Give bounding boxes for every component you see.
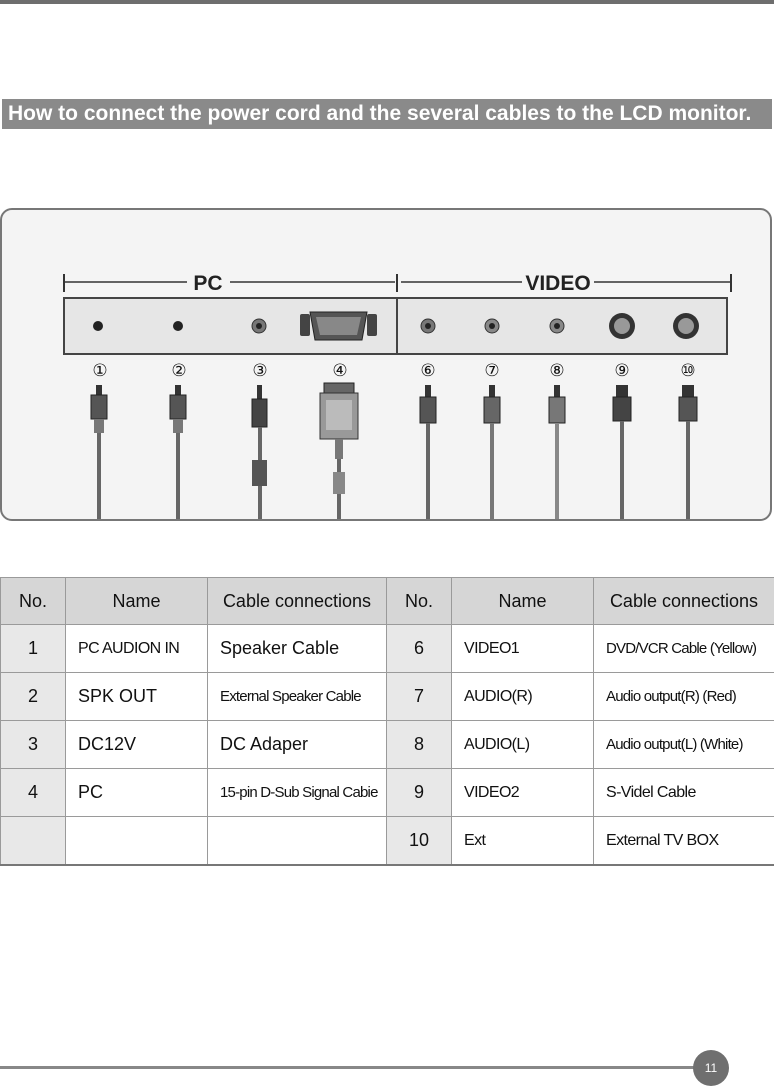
row-number: 2 (1, 673, 66, 721)
table-row (1, 721, 774, 769)
marker-3: ③ (252, 361, 268, 381)
row-number: 3 (1, 721, 66, 769)
port-name: VIDEO2 (452, 769, 594, 817)
marker-2: ② (171, 361, 187, 381)
spk-out-jack-icon (173, 321, 183, 331)
port-name (66, 817, 208, 866)
ext-plug-icon (679, 385, 697, 521)
marker-6: ⑥ (420, 361, 436, 381)
page-number: 11 (693, 1050, 729, 1086)
cable-connection: Audio output(L) (White) (594, 721, 774, 769)
cable-connection: Speaker Cable (208, 625, 387, 673)
marker-4: ④ (332, 361, 348, 381)
port-name: AUDIO(R) (452, 673, 594, 721)
marker-10: ⑩ (680, 361, 696, 381)
rca-plug-2-icon (170, 385, 186, 521)
port-name: Ext (452, 817, 594, 866)
column-header-no: No. (1, 578, 66, 625)
table-row (1, 817, 774, 866)
rca-plug-1-icon (91, 385, 107, 521)
pc-section-label: PC (193, 272, 223, 295)
table-row (1, 673, 774, 721)
marker-7: ⑦ (484, 361, 500, 381)
column-header-name: Name (66, 578, 208, 625)
row-number: 4 (1, 769, 66, 817)
table-header-row (1, 578, 774, 625)
connector-illustration (2, 210, 772, 521)
marker-8: ⑧ (549, 361, 565, 381)
cable-connections-table (0, 577, 774, 866)
table-row (1, 769, 774, 817)
port-name: PC AUDION IN (66, 625, 208, 673)
column-header-name: Name (452, 578, 594, 625)
port-name: AUDIO(L) (452, 721, 594, 769)
column-header-cable: Cable connections (594, 578, 774, 625)
connector-diagram (0, 208, 772, 521)
cable-connection: Audio output(R) (Red) (594, 673, 774, 721)
row-number: 10 (387, 817, 452, 866)
cable-connection: 15-pin D-Sub Signal Cabie (208, 769, 387, 817)
cable-connection: External Speaker Cable (208, 673, 387, 721)
row-number: 7 (387, 673, 452, 721)
top-rule (0, 0, 774, 4)
svideo-plug-icon (613, 385, 631, 521)
marker-1: ① (92, 361, 108, 381)
port-name: VIDEO1 (452, 625, 594, 673)
column-header-no: No. (387, 578, 452, 625)
pc-audio-in-jack-icon (93, 321, 103, 331)
row-number: 6 (387, 625, 452, 673)
port-name: PC (66, 769, 208, 817)
port-name: SPK OUT (66, 673, 208, 721)
rca-plug-7-icon (484, 385, 500, 521)
page-heading: How to connect the power cord and the several cables to the LCD monitor. (2, 99, 772, 129)
row-number: 8 (387, 721, 452, 769)
table-row (1, 625, 774, 673)
bottom-rule (0, 1066, 700, 1069)
row-number: 9 (387, 769, 452, 817)
marker-9: ⑨ (614, 361, 630, 381)
row-number: 1 (1, 625, 66, 673)
row-number (1, 817, 66, 866)
port-name: DC12V (66, 721, 208, 769)
cable-connection (208, 817, 387, 866)
video-section-label: VIDEO (525, 272, 591, 295)
cable-connection: S-Videl Cable (594, 769, 774, 817)
cable-connection: DVD/VCR Cable (Yellow) (594, 625, 774, 673)
dc-plug-icon (252, 385, 267, 521)
dsub-plug-icon (320, 383, 358, 521)
cable-connection: External TV BOX (594, 817, 774, 866)
column-header-cable: Cable connections (208, 578, 387, 625)
rca-plug-6-icon (420, 385, 436, 521)
rca-plug-8-icon (549, 385, 565, 521)
cable-connection: DC Adaper (208, 721, 387, 769)
